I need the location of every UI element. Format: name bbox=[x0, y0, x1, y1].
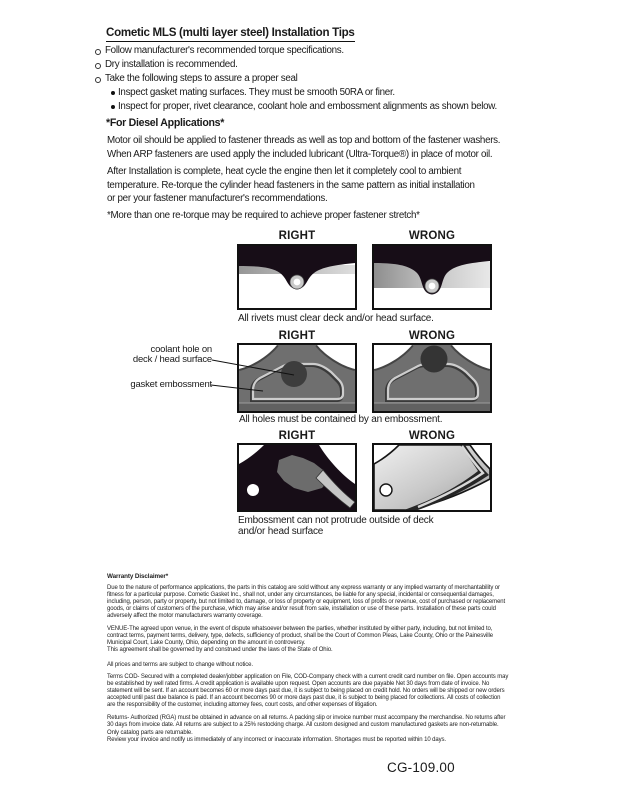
warranty-line: adversely affect the motor manufacturers warranty coverage. bbox=[107, 612, 263, 619]
warranty-line: accepted until past due balance is paid. If an account becomes 90 or more days past due, it is subject to being placed for collections. All costs of collection bbox=[107, 694, 501, 701]
callout-line: deck / head surface bbox=[132, 354, 212, 365]
installation-tips-list bbox=[95, 44, 497, 114]
sub-bullet-item bbox=[111, 86, 497, 100]
paragraph-line: or per your fastener manufacturer's recommendations. bbox=[107, 193, 328, 204]
prices-line: All prices and terms are subject to change without notice. bbox=[107, 661, 253, 668]
terms-paragraph bbox=[107, 674, 543, 709]
diesel-heading: *For Diesel Applications* bbox=[106, 117, 225, 129]
warranty-line: Returns- Authorized (RGA) must be obtained in advance on all returns. A packing slip or invoice number must accompany the merchandise. No returns after bbox=[107, 715, 506, 722]
diesel-paragraph-2 bbox=[107, 165, 475, 206]
bullet-text: Dry installation is recommended. bbox=[105, 59, 238, 70]
warranty-heading: Warranty Disclaimer* bbox=[107, 573, 169, 580]
warranty-line: VENUE-The agreed upon venue, in the event of dispute whatsoever between the parties, whether instituted by either party, including, but not limited to, bbox=[107, 626, 493, 633]
retorque-note: *More than one re-torque may be required to achieve proper fastener stretch* bbox=[107, 210, 420, 221]
figure3-right-label: RIGHT bbox=[278, 430, 316, 442]
warranty-line: contract terms, payment terms, delivery, type, defects, sufficiency of product, shall be the Court of Common Pleas, Lake County, Ohio or the Painesville bbox=[107, 632, 493, 639]
figure1-right-illustration bbox=[237, 244, 357, 310]
figure1-wrong-label: WRONG bbox=[408, 230, 456, 242]
filled-bullet-icon bbox=[111, 105, 115, 109]
figure1-wrong-illustration bbox=[372, 244, 492, 310]
warranty-line: Review your invoice and notify us immediately of any incorrect or inaccurate information. Shortages must be reported within 10 days. bbox=[107, 736, 446, 743]
warranty-line: goods, or claims of customers of the purchase, which may arise and/or result from sale, installation or use of these parts. Installation of these parts could bbox=[107, 605, 496, 612]
figure3-wrong-label: WRONG bbox=[408, 430, 456, 442]
open-bullet-icon bbox=[95, 49, 101, 55]
figure1-caption: All rivets must clear deck and/or head surface. bbox=[238, 313, 434, 324]
warranty-line: 30 days from invoice date. All returns are subject to a 25% restocking charge. All custom designed and custom manufactured gaskets are non-returnable. bbox=[107, 722, 499, 728]
warranty-line: be established by well rated firms. A credit application is available upon request. Open accounts are due payable Net 30 days from date of invoice. No bbox=[107, 680, 490, 687]
caption-line: and/or head surface bbox=[238, 525, 324, 537]
warranty-line: are the responsibility of the customer, including attorney fees, court costs, and other expenses of litigation. bbox=[107, 701, 378, 708]
sub-bullet-item bbox=[111, 100, 497, 114]
warranty-line: including, person, party or property, but not limited to, damage, or loss of property or equipment, loss of profits or revenue, cost of purchased or replacement bbox=[107, 598, 506, 605]
warranty-line: Terms COD- Secured with a completed dealer/jobber application on File, COD-Company check with a current credit card number on file. Open accounts may bbox=[107, 674, 509, 681]
figure3-right-illustration bbox=[237, 443, 357, 512]
figure3-caption bbox=[238, 516, 433, 537]
figure3-wrong-illustration bbox=[372, 443, 492, 512]
venue-paragraph bbox=[107, 626, 543, 654]
returns-paragraph bbox=[107, 715, 543, 729]
caption-line: Embossment can not protrude outside of deck bbox=[238, 515, 434, 526]
bullet-text: Follow manufacturer's recommended torque specifications. bbox=[105, 45, 344, 56]
figure2-caption: All holes must be contained by an embossment. bbox=[239, 414, 443, 425]
callout-line: coolant hole on bbox=[150, 344, 212, 355]
paragraph-line: When ARP fasteners are used apply the included lubricant (Ultra-Torque®) in place of motor oil. bbox=[107, 148, 493, 160]
sub-bullet-text: Inspect for proper, rivet clearance, coolant hole and embossment alignments as shown below. bbox=[118, 101, 497, 112]
closing-paragraph bbox=[107, 730, 543, 744]
bullet-text: Take the following steps to assure a proper seal bbox=[105, 73, 298, 84]
warranty-paragraph bbox=[107, 585, 543, 620]
figure2-wrong-label: WRONG bbox=[408, 330, 456, 342]
warranty-line: This agreement shall be governed by and construed under the laws of the State of Ohio. bbox=[107, 646, 333, 653]
warranty-line: fitness for a particular purpose. Cometic Gasket Inc., shall not, under any circumstances, be liable for any special, incidental or consequential damages, bbox=[107, 591, 494, 598]
open-bullet-icon bbox=[95, 63, 101, 69]
figure2-right-label: RIGHT bbox=[278, 330, 316, 342]
paragraph-line: After Installation is complete, heat cycle the engine then let it completely cool to ambient bbox=[107, 166, 462, 177]
paragraph-line: temperature. Re-torque the cylinder head fasteners in the same pattern as initial installation bbox=[107, 179, 475, 191]
sub-bullet-text: Inspect gasket mating surfaces. They must be smooth 50RA or finer. bbox=[118, 87, 395, 98]
warranty-line: Only catalog parts are returnable. bbox=[107, 729, 193, 736]
figure2-wrong-illustration bbox=[372, 343, 492, 413]
catalog-page-code: CG-109.00 bbox=[387, 760, 455, 775]
filled-bullet-icon bbox=[111, 91, 115, 95]
callout-leader-lines bbox=[205, 348, 305, 398]
warranty-line: Due to the nature of performance applications, the parts in this catalog are sold without any express warranty or any implied warranty of merchantability or bbox=[107, 585, 500, 591]
bullet-item bbox=[95, 58, 497, 72]
bullet-item bbox=[95, 44, 497, 58]
diesel-paragraph-1 bbox=[107, 134, 500, 161]
warranty-line: Municipal Court, Lake County, Ohio, depending on the amount in controversy. bbox=[107, 639, 306, 646]
page-title: Cometic MLS (multi layer steel) Installation Tips bbox=[106, 26, 355, 42]
open-bullet-icon bbox=[95, 77, 101, 83]
figure1-right-label: RIGHT bbox=[278, 230, 316, 242]
paragraph-line: Motor oil should be applied to fastener threads as well as top and bottom of the fastener washers. bbox=[107, 135, 501, 146]
embossment-callout: gasket embossment bbox=[130, 379, 212, 390]
warranty-disclaimer bbox=[107, 573, 543, 744]
bullet-item bbox=[95, 72, 497, 86]
warranty-line: statement will be sent. If an account becomes 60 or more days past due, it is subject to being placed on credit hold. No orders will be shipped or new orders bbox=[107, 687, 505, 694]
coolant-hole-callout bbox=[95, 345, 212, 365]
